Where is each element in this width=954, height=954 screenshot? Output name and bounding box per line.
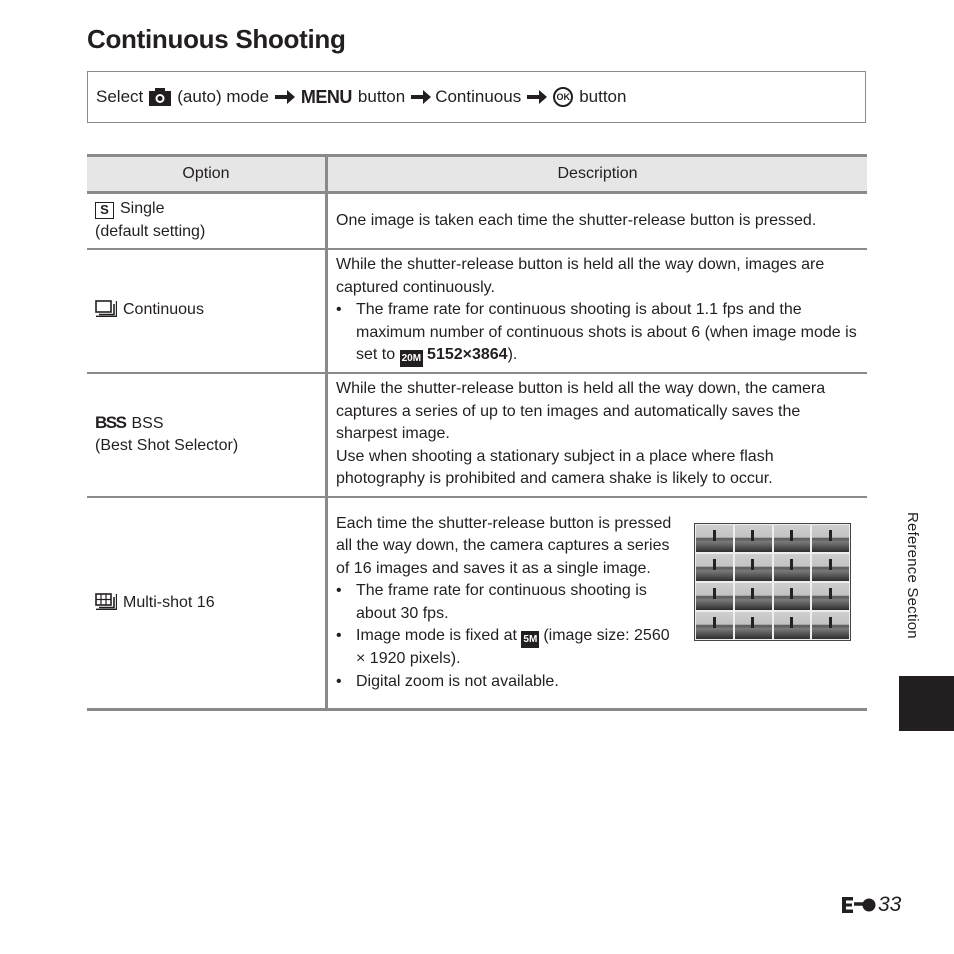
description-text: Use when shooting a stationary subject in a place where flash photography is prohibited and camera shake is likely to occur. — [336, 447, 774, 488]
menu-button-glyph: MENU — [300, 86, 352, 107]
arrow-right-icon — [275, 90, 295, 104]
menu-path-box — [87, 71, 866, 123]
option-label: BSS — [131, 414, 164, 432]
menu-path-button: button — [357, 87, 406, 106]
bullet-text: Digital zoom is not available. — [356, 672, 559, 690]
bullet-text-end: ). — [507, 346, 518, 363]
option-sublabel: (Best Shot Selector) — [95, 437, 239, 454]
camera-icon — [149, 88, 171, 106]
table-row — [87, 249, 867, 373]
description-cell — [327, 249, 868, 373]
bullet-item: • The frame rate for continuous shooting is about 30 fps. — [336, 580, 681, 625]
ok-button-icon: OK — [553, 87, 573, 107]
bullet-item: • Image mode is fixed at 5M (image size: 2560 × 1920 pixels). — [336, 627, 670, 667]
image-mode-20m-icon: 20M — [400, 350, 423, 367]
table-header-row — [87, 156, 867, 193]
menu-path-button: button — [579, 87, 627, 106]
table-row — [87, 373, 867, 497]
bullet-text-end: (image size: 2560 × 1920 pixels). — [356, 627, 670, 667]
option-label: Continuous — [123, 301, 204, 319]
description-cell — [327, 497, 868, 710]
bullet-text: The frame rate for continuous shooting is about 30 fps. — [356, 582, 647, 622]
description-text: Each time the shutter-release button is pressed all the way down, the camera captures a series of 16 images and saves it as a single image. — [336, 514, 672, 577]
bullet-item: • Digital zoom is not available. — [336, 671, 681, 694]
header-description: Description — [327, 156, 868, 193]
page-number — [842, 893, 901, 917]
image-size-value: 5152×3864 — [427, 346, 508, 363]
single-mode-icon: S — [95, 202, 114, 219]
description-cell — [327, 373, 868, 497]
description-cell — [327, 193, 868, 249]
header-option: Option — [87, 156, 327, 193]
continuous-options-table — [87, 154, 867, 711]
table-row — [87, 497, 867, 710]
section-side-label: Reference Section — [904, 512, 921, 639]
option-cell-single — [87, 193, 327, 249]
description-text: One image is taken each time the shutter-release button is pressed. — [336, 211, 817, 229]
option-sublabel: (default setting) — [95, 222, 206, 240]
arrow-right-icon — [411, 90, 431, 104]
description-text: While the shutter-release button is held all the way down, images are captured continuously. — [336, 256, 825, 296]
option-cell-continuous — [87, 249, 327, 373]
section-tab-marker — [899, 676, 954, 731]
menu-path-auto-mode: (auto) mode — [177, 87, 269, 106]
table-row — [87, 193, 867, 249]
description-text: While the shutter-release button is held all the way down, the camera captures a series of up to ten images and automatically saves the sharpest image. — [336, 380, 826, 443]
option-cell-multi-shot-16 — [87, 497, 327, 710]
option-label: Single — [120, 200, 165, 218]
bullet-text: The frame rate for continuous shooting is about 1.1 fps and the maximum number of continuous shots is about 6 (when image mode is set to — [356, 301, 857, 363]
reference-section-icon — [842, 895, 876, 915]
arrow-right-icon — [527, 90, 547, 104]
bullet-item: • The frame rate for continuous shooting is about 1.1 fps and the maximum number of continuous shots is about 6 (when image mode is set to 20M 5152×3864). — [336, 299, 859, 367]
multi-shot-icon — [95, 593, 117, 610]
continuous-icon — [95, 300, 117, 317]
image-mode-5m-icon: 5M — [521, 631, 539, 648]
option-label: Multi-shot 16 — [123, 593, 215, 611]
bullet-text: Image mode is fixed at — [356, 627, 517, 644]
menu-path-select: Select — [96, 87, 144, 106]
menu-path-continuous: Continuous — [435, 87, 522, 106]
option-cell-bss — [87, 373, 327, 497]
bss-icon: BSS — [95, 412, 126, 432]
multi-shot-sample-image — [694, 523, 851, 641]
page-number-value: 33 — [878, 893, 902, 916]
page-title: Continuous Shooting — [87, 24, 346, 54]
